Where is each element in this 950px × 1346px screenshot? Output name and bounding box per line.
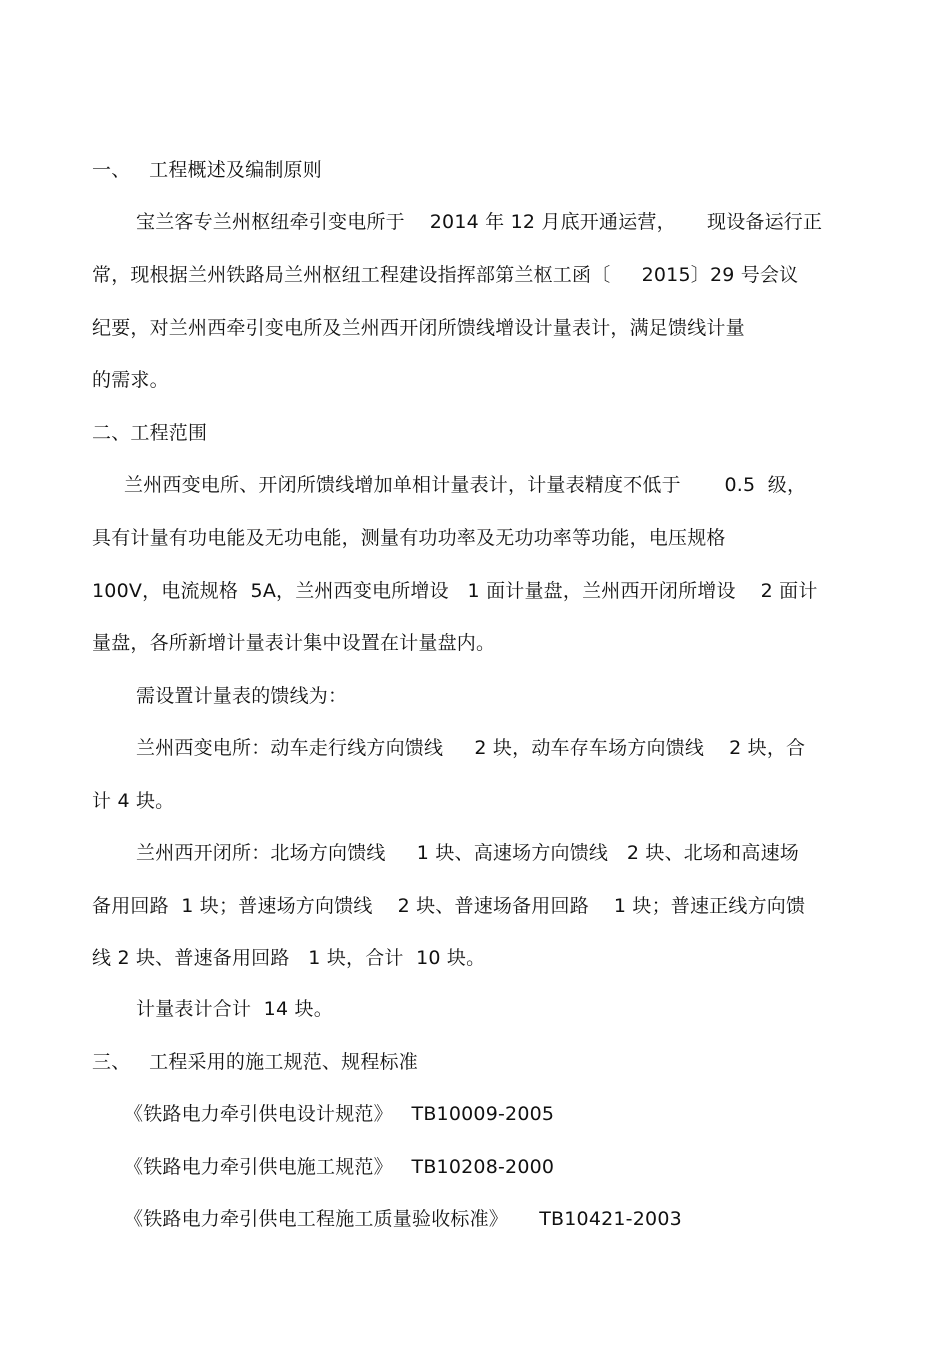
- section-2-line-3: 100V，电流规格 5A，兰州西变电所增设 1 面计量盘，兰州西开闭所增设 2 面计: [92, 580, 818, 602]
- standard-item: 《铁路电力牵引供电工程施工质量验收标准》 TB10421-2003: [124, 1208, 682, 1230]
- section-2-line-4: 量盘，各所新增计量表计集中设置在计量盘内。: [92, 632, 496, 654]
- section-1-line-2: 常，现根据兰州铁路局兰州枢纽工程建设指挥部第兰枢工函〔 2015〕29 号会议: [92, 264, 799, 286]
- section-1-heading: 一、 工程概述及编制原则: [92, 159, 322, 181]
- section-2-heading: 二、工程范围: [92, 422, 208, 444]
- section-1-line-1: 宝兰客专兰州枢纽牵引变电所于 2014 年 12 月底开通运营， 现设备运行正: [136, 211, 823, 233]
- meter-total: 计量表计合计 14 块。: [136, 998, 333, 1020]
- section-2-line-1: 兰州西变电所、开闭所馈线增加单相计量表计，计量表精度不低于 0.5 级，: [124, 474, 807, 496]
- substation-line-1: 兰州西变电所：动车走行线方向馈线 2 块，动车存车场方向馈线 2 块，合: [136, 737, 806, 759]
- standard-item: 《铁路电力牵引供电设计规范》 TB10009-2005: [124, 1103, 555, 1125]
- switching-line-3: 线 2 块、普速备用回路 1 块，合计 10 块。: [92, 947, 486, 969]
- feeder-intro: 需设置计量表的馈线为：: [136, 685, 348, 707]
- switching-line-1: 兰州西开闭所：北场方向馈线 1 块、高速场方向馈线 2 块、北场和高速场: [136, 842, 799, 864]
- section-1-line-4: 的需求。: [92, 369, 169, 391]
- section-1-line-3: 纪要，对兰州西牵引变电所及兰州西开闭所馈线增设计量表计，满足馈线计量: [92, 317, 745, 339]
- section-3-heading: 三、 工程采用的施工规范、规程标准: [92, 1051, 418, 1073]
- substation-line-2: 计 4 块。: [92, 790, 175, 812]
- switching-line-2: 备用回路 1 块；普速场方向馈线 2 块、普速场备用回路 1 块；普速正线方向馈: [92, 895, 806, 917]
- standard-item: 《铁路电力牵引供电施工规范》 TB10208-2000: [124, 1156, 555, 1178]
- section-2-line-2: 具有计量有功电能及无功电能，测量有功功率及无功功率等功能，电压规格: [92, 527, 726, 549]
